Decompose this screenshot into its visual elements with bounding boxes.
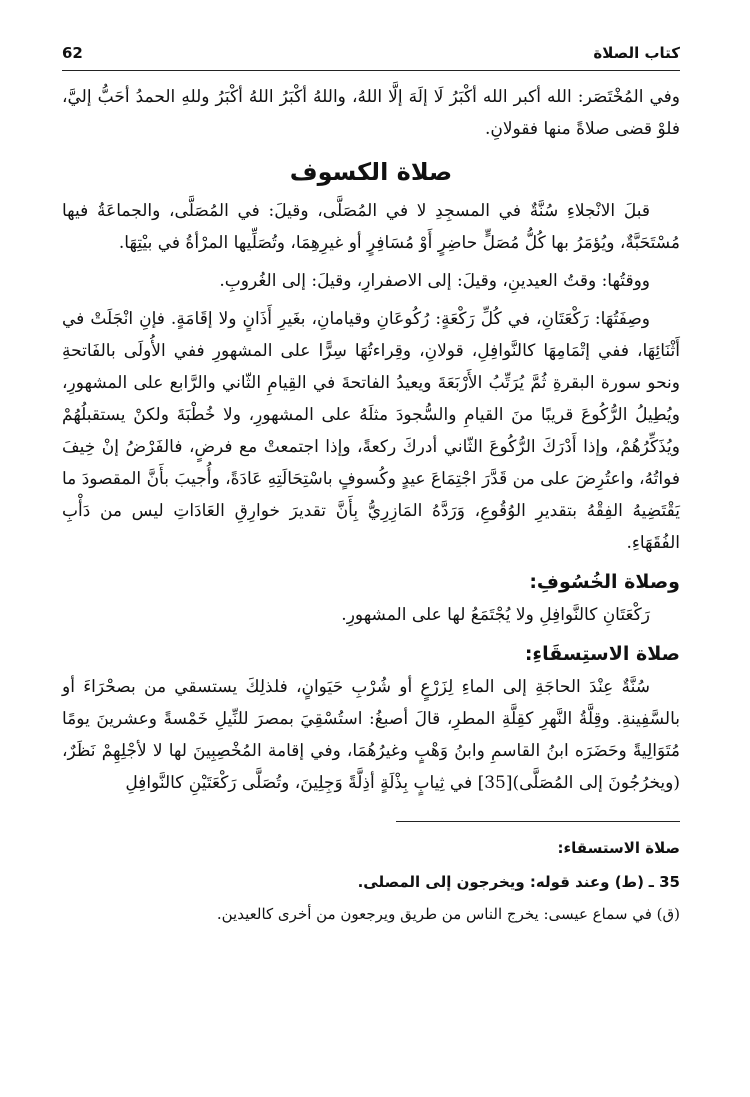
intro-paragraph: وفي المُخْتَصَر: الله أكبر الله أكْبَرُ لَا إلَهَ إلَّا اللهُ، واللهُ أكْبَرُ اللهُ أكْبَرُ وللهِ الحمدُ أحَبُّ إليَّ، فلوْ قضى صلاةً منها فقولانِ. (62, 87, 680, 139)
khusuf-heading: وصلاة الخُسُوفِ: (529, 571, 680, 593)
footnote-35 (62, 868, 680, 896)
footnotes (62, 834, 680, 928)
khusuf-paragraph: رَكْعَتَانِ كالنَّوافِلِ ولا يُجْتَمَعُ لها على المشهورِ. (341, 605, 650, 625)
kusuf-paragraph-1: قبلَ الانْجلاءِ سُنَّةٌ في المسجِدِ لا في المُصَلَّى، وقيلَ: في المُصَلَّى، والجماعَةُ فيها مُسْتَحَبَّةٌ، ويُؤمَرُ بها كُلُّ مُصَلٍّ حاضِرٍ أَوْ مُسَافِرٍ أو غيرِهِمَا، وتُصَلِّيها المرْأةُ في بيْتِهَا. (62, 201, 680, 253)
kusuf-paragraph-2: ووقتُها: وقتُ العيدينِ، وقيلَ: إلى الاصفرارِ، وقيلَ: إلى الغُروبِ. (219, 271, 650, 291)
footnote-note-2: (ق) في سماع عيسى: يخرج الناس من طريق ويرجعون من أخرى كالعيدين. (216, 905, 680, 923)
footnote-divider (396, 821, 680, 822)
footnote-heading: صلاة الاستسقاء: (557, 839, 680, 857)
running-header (62, 44, 680, 71)
istisqa-heading: صلاة الاستِسقَاءِ: (524, 643, 680, 665)
section-title: صلاة الكسوف (289, 158, 453, 186)
istisqa-paragraph: سُنَّةٌ عِنْدَ الحاجَةِ إلى الماءِ لِزَرْعٍ أو شُرْبِ حَيَوانٍ، فلذلِكَ يستسقي من بصحْرَاءَ أو بالسَّفِينةِ. وقِلَّةُ النَّهرِ كقِلَّةِ المطرِ، قالَ أصبغُ: استُسْقِيَ بمصرَ للنِّيلِ خَمْسةً وعشرينَ يومًا مُتَوَالِيةً وحَضَرَه ابنُ القاسمِ وابنُ وَهْبٍ وغيرُهُمَا، وفي إقامة المُخْصِبِينَ لها لا لأجْلِهِمْ نَظَرٌ، (ويخرُجُونَ إلى المُصَلَّى)[35] في ثِيابٍ بِذْلَةٍ أذِلَّةً وَجِلِينَ، وتُصَلَّى رَكْعَتَيْنِ كالنَّوافِلِ (62, 677, 680, 793)
footnote-number: 35 ـ (648, 873, 680, 891)
page-number: 62 (62, 44, 83, 62)
book-title: كتاب الصلاة (593, 44, 680, 62)
footnote-text: (ط) وعند قوله: ويخرجون إلى المصلى. (357, 873, 644, 891)
kusuf-paragraph-3: وصِفَتُهَا: رَكْعَتَانِ، في كُلِّ رَكْعَةٍ: رُكُوعَانِ وقيامانِ، بغَيرِ أَذَانٍ ولا إقَامَةٍ. فإنِ انْجَلَتْ في أَثْنَائِهَا، ففي إتْمَامِهَا كالنَّوافِلِ، قولانِ، وقِراءتُهَا سِرًّا على المشهورِ ففي الأُولَى بالفَاتحةِ ونحو سورة البقرةِ ثُمَّ يُرَتِّبُ الأَرْبَعَةَ ويعيدُ الفاتحةَ في القِيامِ الثّاني والرَّابع على المشهورِ، ويُطِيلُ الرُّكُوعَ قريبًا منَ القيامِ والسُّجودَ مثلَهُ على المشهورِ، ولا خُطْبَةَ ولكنْ يستقبلُهُمْ ويُذَكِّرُهُمْ، وإذا أَدْرَكَ الرُّكُوعَ الثّاني أدركَ ركعةً، وإذا اجتمعتْ مع فرضٍ، فالفَرْضُ إنْ خِيفَ فواتُهُ، واعتُرِضَ على من قَدَّرَ اجْتِمَاعَ عيدٍ وكُسوفٍ باسْتِحَالَتِهِ عَادَةً، وأُجيبَ بأَنَّ المقصودَ ما يَقْتَضِيهُ الفِقْهُ بتقديرِ الوُقُوعِ، وَرَدَّهُ المَازِرِيُّ بِأَنَّ تقديرَ خوارِقِ العَادَاتِ ليس من دَأْبِ الفُقَهَاءِ. (62, 309, 680, 553)
